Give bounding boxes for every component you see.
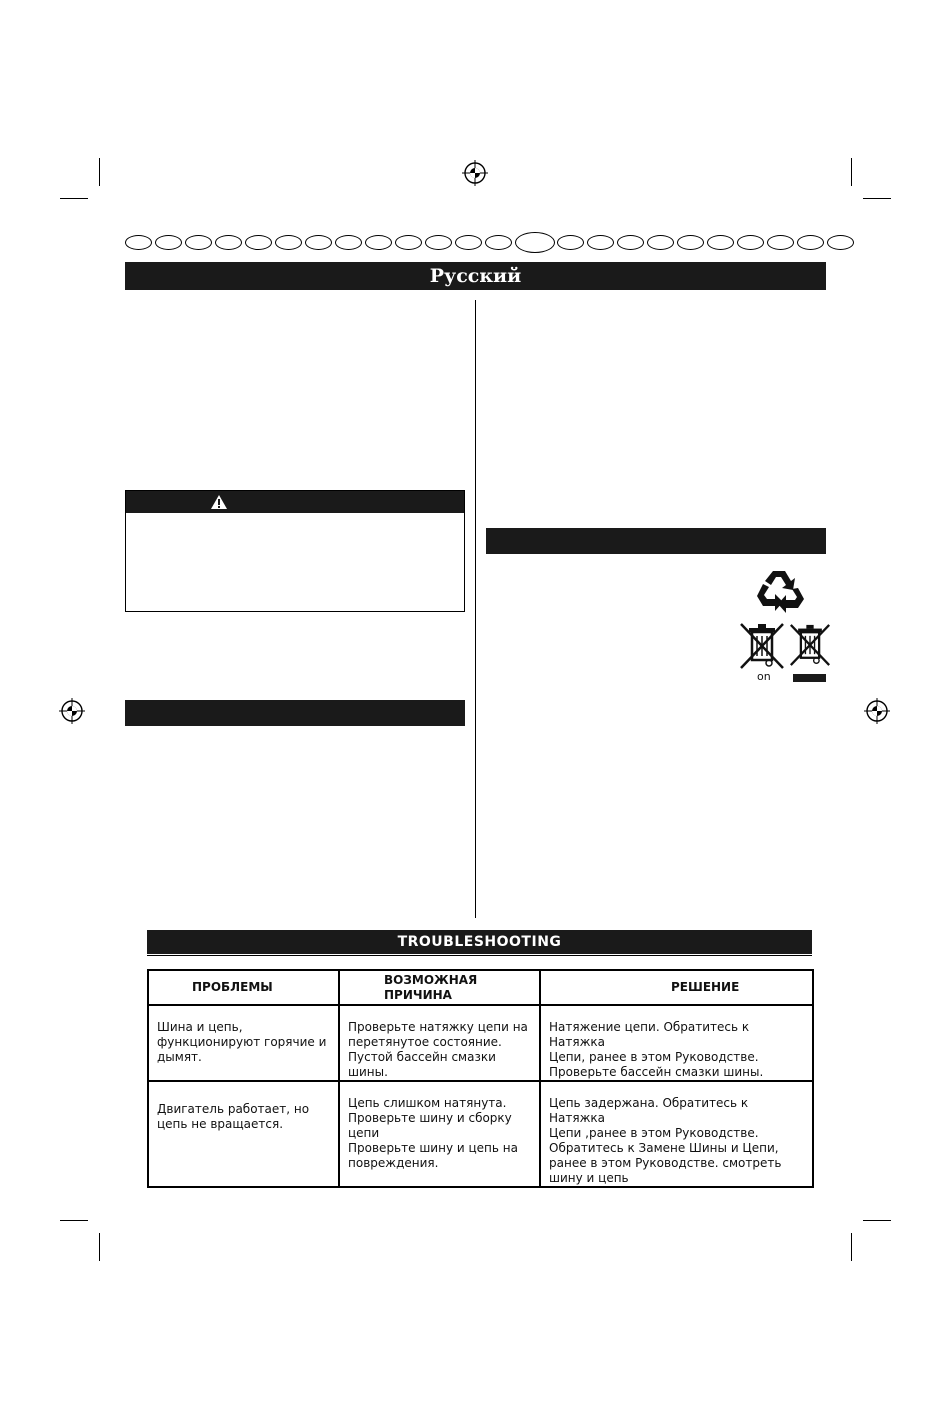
language-tab bbox=[125, 235, 152, 250]
language-tab bbox=[707, 235, 734, 250]
language-tab bbox=[797, 235, 824, 250]
column-divider bbox=[475, 300, 476, 918]
problem-cell: Шина и цепь, функционируют горячие и дымят. bbox=[148, 1005, 339, 1081]
language-tab bbox=[557, 235, 584, 250]
registration-mark-icon bbox=[59, 698, 85, 724]
crossed-bin-icon bbox=[789, 622, 831, 668]
language-tab bbox=[827, 235, 854, 250]
warning-triangle-icon bbox=[210, 494, 228, 510]
language-tab bbox=[647, 235, 674, 250]
table-row bbox=[148, 1081, 813, 1187]
language-tab bbox=[185, 235, 212, 250]
solution-cell: Натяжение цепи. Обратитесь к Натяжка Цепи, ранее в этом Руководстве. Проверьте бассейн смазки шины. bbox=[540, 1005, 813, 1081]
crop-mark bbox=[99, 1233, 100, 1261]
troubleshooting-table bbox=[147, 969, 814, 1188]
solution-cell: Цепь задержана. Обратитесь к Натяжка Цепи ,ранее в этом Руководстве. Обратитесь к Замене Шины и Цепи, ранее в этом Руководстве. смотреть шину и цепь bbox=[540, 1081, 813, 1187]
problem-cell: Двигатель работает, но цепь не вращается. bbox=[148, 1081, 339, 1187]
crop-mark bbox=[60, 198, 88, 199]
language-tab bbox=[335, 235, 362, 250]
language-tabs bbox=[125, 232, 827, 252]
language-tab bbox=[215, 235, 242, 250]
language-tab bbox=[305, 235, 332, 250]
recycle-icon bbox=[755, 568, 805, 614]
crop-mark bbox=[99, 158, 100, 186]
language-tab bbox=[677, 235, 704, 250]
troubleshooting-underline bbox=[147, 955, 812, 956]
language-tab bbox=[425, 235, 452, 250]
language-tab bbox=[275, 235, 302, 250]
warning-box bbox=[125, 490, 465, 612]
language-tab bbox=[455, 235, 482, 250]
cause-cell: Цепь слишком натянута. Проверьте шину и сборку цепи Проверьте шину и цепь на повреждения. bbox=[339, 1081, 540, 1187]
language-tab bbox=[395, 235, 422, 250]
crop-mark bbox=[851, 158, 852, 186]
section-bar-left bbox=[125, 700, 465, 726]
troubleshooting-title: TROUBLESHOOTING bbox=[147, 930, 812, 954]
section-bar-right bbox=[486, 528, 826, 554]
language-tab bbox=[617, 235, 644, 250]
page-language-title: Русский bbox=[125, 262, 826, 290]
language-tab bbox=[767, 235, 794, 250]
column-header-solution: РЕШЕНИЕ bbox=[540, 970, 813, 1005]
crossed-bin-icon bbox=[739, 622, 785, 670]
language-tab bbox=[365, 235, 392, 250]
table-row bbox=[148, 1005, 813, 1081]
language-tab bbox=[737, 235, 764, 250]
language-tab-active bbox=[515, 232, 555, 253]
language-tab bbox=[485, 235, 512, 250]
warning-header bbox=[126, 491, 464, 513]
crop-mark bbox=[60, 1220, 88, 1221]
registration-mark-icon bbox=[462, 160, 488, 186]
language-tab bbox=[245, 235, 272, 250]
crop-mark bbox=[863, 1220, 891, 1221]
crop-mark bbox=[863, 198, 891, 199]
language-tab bbox=[587, 235, 614, 250]
registration-mark-icon bbox=[864, 698, 890, 724]
weee-black-bar bbox=[793, 674, 826, 682]
crop-mark bbox=[851, 1233, 852, 1261]
cause-cell: Проверьте натяжку цепи на перетянутое состояние. Пустой бассейн смазки шины. bbox=[339, 1005, 540, 1081]
column-header-problems: ПРОБЛЕМЫ bbox=[148, 970, 339, 1005]
weee-on-label: on bbox=[757, 670, 771, 683]
column-header-cause: ВОЗМОЖНАЯ ПРИЧИНА bbox=[339, 970, 540, 1005]
language-tab bbox=[155, 235, 182, 250]
